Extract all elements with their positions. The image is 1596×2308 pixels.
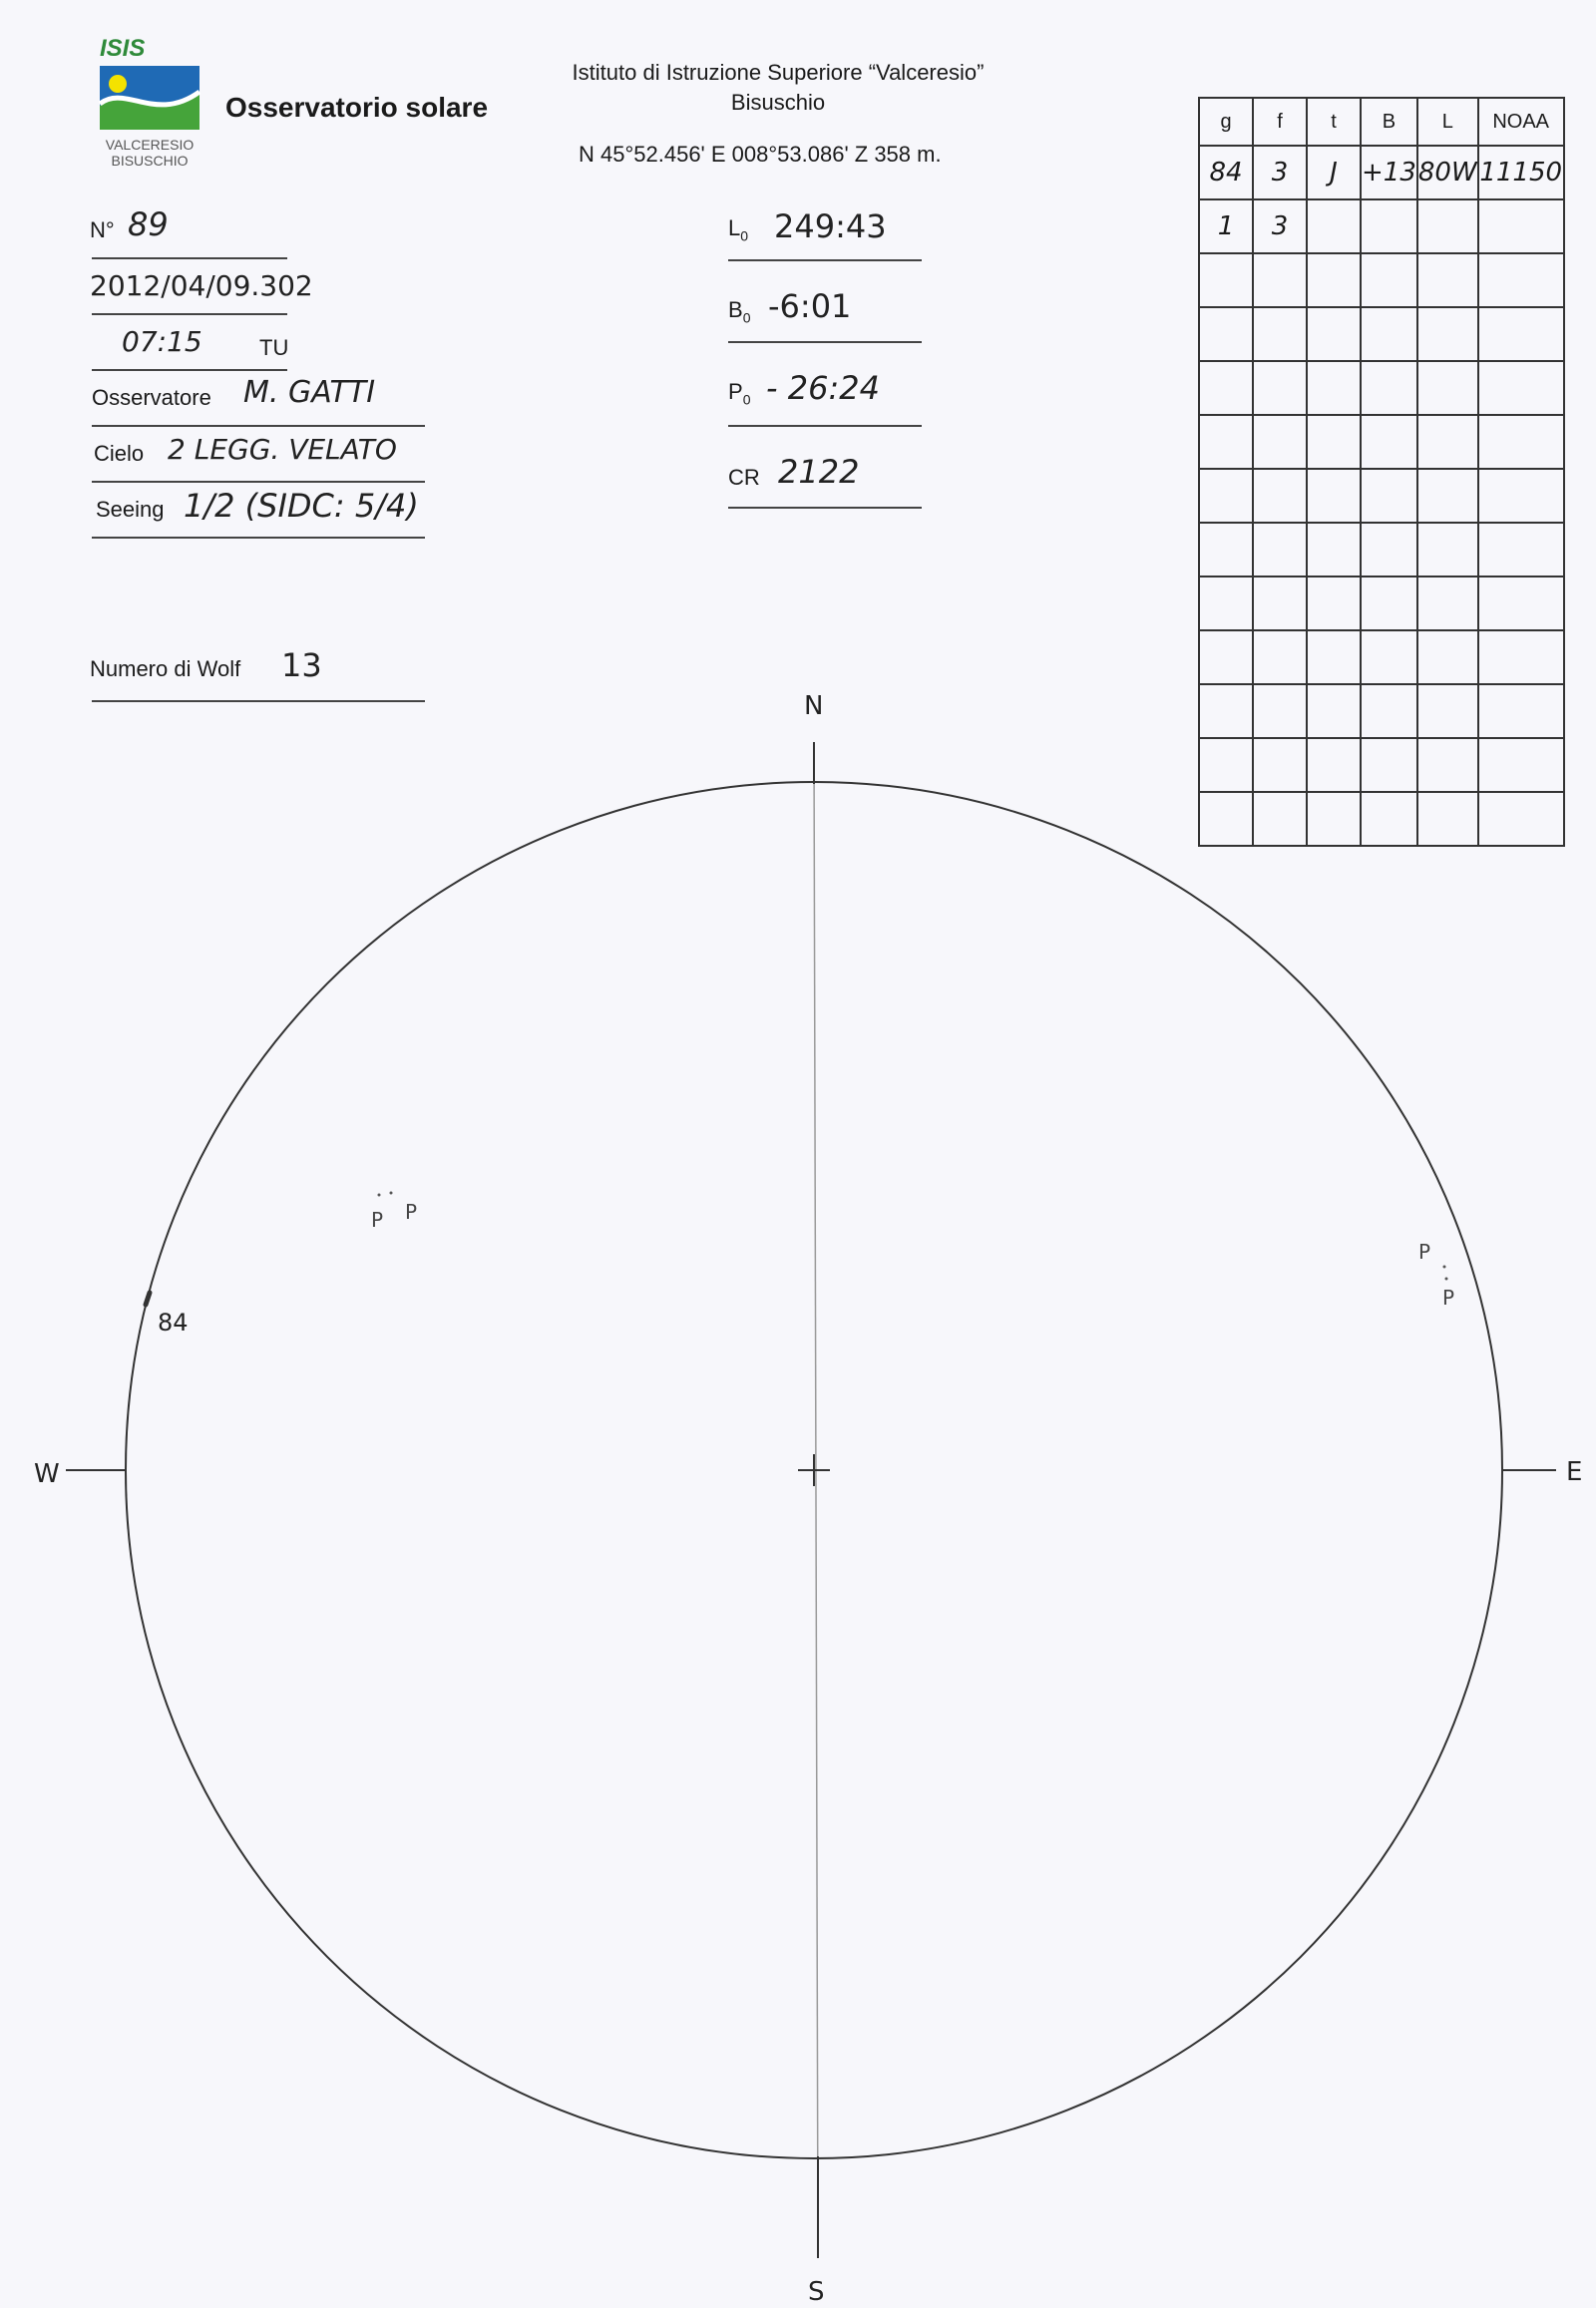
number-value: 89 — [128, 205, 169, 243]
l0-value: 249:43 — [774, 207, 887, 245]
sunspot-group-84-label: 84 — [158, 1309, 189, 1337]
pore-left-label: P — [371, 1208, 384, 1232]
table-cell-l: 80W — [1417, 146, 1478, 199]
l0-label: $L_0$ — [728, 215, 749, 244]
pore-right-label-2: P — [1442, 1286, 1455, 1310]
wolf-number-value: 13 — [281, 646, 322, 684]
table-cell-g: 84 — [1199, 146, 1253, 199]
table-header-b: B — [1361, 98, 1417, 146]
pore-right-label: P — [1418, 1240, 1431, 1264]
east-label: E — [1566, 1457, 1583, 1487]
west-label: W — [34, 1459, 60, 1489]
seeing-value: 1/2 (SIDC: 5/4) — [184, 487, 419, 525]
table-cell-t: J — [1307, 146, 1361, 199]
observatory-title: Osservatorio solare — [225, 92, 489, 123]
sunspot-group-84-mark — [146, 1293, 150, 1305]
table-header-g: g — [1199, 98, 1253, 146]
time-value: 07:15 — [122, 325, 202, 358]
logo-text: ISIS — [100, 36, 146, 62]
north-label: N — [804, 691, 824, 721]
seeing-label: Seeing — [96, 497, 165, 522]
table-cell-g: 1 — [1199, 199, 1253, 253]
institute-line-1: Istituto di Istruzione Superiore “Valceresio” — [572, 60, 985, 85]
logo-subtext-1: VALCERESIO — [105, 137, 195, 153]
central-meridian-line — [814, 742, 818, 2258]
sky-label: Cielo — [94, 441, 145, 466]
sky-value: 2 LEGG. VELATO — [168, 433, 397, 466]
time-unit: TU — [259, 335, 289, 360]
p0-value: - 26:24 — [766, 369, 880, 407]
cr-label: CR — [728, 465, 760, 490]
pore-left-label-2: P — [405, 1200, 418, 1224]
table-header-noaa: NOAA — [1478, 98, 1564, 146]
b0-label: $B_0$ — [728, 297, 751, 326]
b0-value: -6:01 — [768, 287, 852, 325]
table-cell-f: 3 — [1253, 146, 1307, 199]
table-header-l: L — [1417, 98, 1478, 146]
table-header-t: t — [1307, 98, 1361, 146]
observatory-coordinates: N 45°52.456' E 008°53.086' Z 358 m. — [579, 142, 942, 167]
institute-line-2: Bisuschio — [730, 90, 826, 115]
south-label: S — [808, 2277, 825, 2307]
table-cell-noaa: 11150 — [1478, 146, 1564, 199]
cr-value: 2122 — [778, 453, 860, 491]
number-label: N° — [90, 217, 115, 242]
wolf-number-label: Numero di Wolf — [90, 656, 241, 681]
date-value: 2012/04/09.302 — [90, 269, 313, 302]
table-header-f: f — [1253, 98, 1307, 146]
observer-value: M. GATTI — [243, 375, 376, 410]
p0-label: $P_0$ — [728, 379, 751, 408]
table-cell-b: +13 — [1361, 146, 1417, 199]
observer-label: Osservatore — [92, 385, 211, 410]
logo-subtext-2: BISUSCHIO — [111, 153, 189, 169]
table-cell-f: 3 — [1253, 199, 1307, 253]
